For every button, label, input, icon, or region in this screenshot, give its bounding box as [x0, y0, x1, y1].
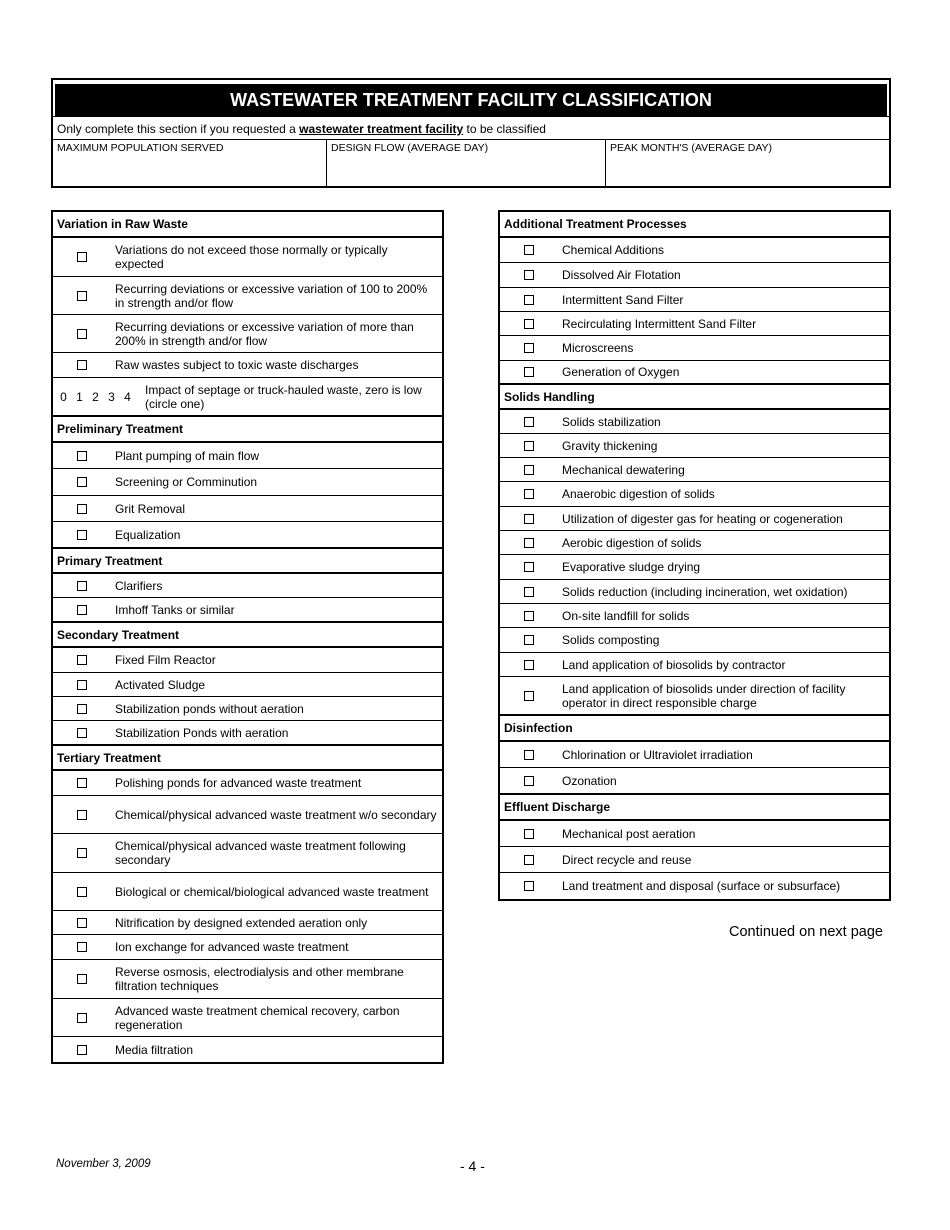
checkbox[interactable]: [500, 691, 558, 701]
list-item[interactable]: [53, 911, 442, 935]
checkbox[interactable]: [500, 660, 558, 670]
checkbox[interactable]: [500, 881, 558, 891]
list-item[interactable]: [500, 458, 889, 482]
list-item[interactable]: [53, 771, 442, 796]
item-label: Land application of biosolids by contractor: [562, 657, 786, 672]
item-label: Recirculating Intermittent Sand Filter: [562, 316, 757, 331]
impact-scale[interactable]: 0 1 2 3 4: [60, 389, 134, 404]
item-label: Impact of septage or truck-hauled waste, zero is low (circle one): [145, 382, 422, 411]
item-label: Reverse osmosis, electrodialysis and other membrane filtration techniques: [115, 965, 404, 993]
list-item[interactable]: [53, 796, 442, 834]
checkbox[interactable]: [53, 360, 111, 370]
item-label: Biological or chemical/biological advanced waste treatment: [115, 884, 429, 899]
section-preliminary: Preliminary Treatment: [53, 417, 442, 443]
list-item[interactable]: [53, 648, 442, 673]
checkbox[interactable]: [500, 776, 558, 786]
checkbox[interactable]: [500, 514, 558, 524]
item-label: Direct recycle and reuse: [562, 852, 692, 867]
list-item[interactable]: [53, 598, 442, 623]
list-item[interactable]: [500, 410, 889, 434]
item-label: Clarifiers: [115, 578, 163, 593]
checkbox[interactable]: [53, 704, 111, 714]
left-column: [51, 210, 444, 1064]
list-item[interactable]: [500, 768, 889, 795]
header-fields: [53, 140, 889, 186]
checkbox[interactable]: [500, 319, 558, 329]
list-item[interactable]: [500, 531, 889, 555]
right-column: [498, 210, 891, 901]
checkbox[interactable]: [500, 611, 558, 621]
form-title: WASTEWATER TREATMENT FACILITY CLASSIFICATION: [55, 84, 887, 116]
list-item[interactable]: [53, 697, 442, 721]
list-item[interactable]: [53, 496, 442, 522]
list-item[interactable]: [53, 935, 442, 960]
checkbox[interactable]: [53, 680, 111, 690]
note-suffix: to be classified: [463, 122, 546, 136]
list-item[interactable]: [500, 434, 889, 458]
item-label: Grit Removal: [115, 501, 186, 516]
checkbox[interactable]: [53, 291, 111, 301]
item-label: Plant pumping of main flow: [115, 448, 260, 463]
list-item[interactable]: [500, 628, 889, 653]
item-label: Stabilization Ponds with aeration: [115, 725, 289, 740]
item-label: Microscreens: [562, 341, 634, 355]
checkbox[interactable]: [500, 829, 558, 839]
list-item[interactable]: [53, 469, 442, 496]
checkbox[interactable]: [53, 477, 111, 487]
list-item[interactable]: [500, 821, 889, 847]
section-secondary: Secondary Treatment: [53, 623, 442, 648]
item-label: Raw wastes subject to toxic waste discharges: [115, 358, 359, 372]
item-label: Solids composting: [562, 633, 660, 647]
item-label: On-site landfill for solids: [562, 608, 690, 623]
item-label: Media filtration: [115, 1042, 194, 1057]
list-item[interactable]: [500, 847, 889, 873]
checkbox[interactable]: [53, 605, 111, 615]
checkbox[interactable]: [53, 504, 111, 514]
checkbox[interactable]: [53, 810, 111, 820]
list-item[interactable]: [53, 1037, 442, 1062]
item-label: Fixed Film Reactor: [115, 653, 216, 667]
item-label: Polishing ponds for advanced waste treatment: [115, 776, 362, 790]
section-effluent: Effluent Discharge: [500, 795, 889, 821]
item-label: Utilization of digester gas for heating or cogeneration: [562, 511, 843, 526]
checkbox[interactable]: [500, 245, 558, 255]
item-label: Land application of biosolids under direction of facility operator in direct responsible charge: [562, 681, 846, 710]
section-primary: Primary Treatment: [53, 549, 442, 574]
section-disinfection: Disinfection: [500, 716, 889, 742]
list-item[interactable]: [500, 580, 889, 604]
list-item[interactable]: [500, 677, 889, 716]
continued-note: Continued on next page: [729, 924, 883, 940]
checkbox[interactable]: [500, 441, 558, 451]
item-label: Land treatment and disposal (surface or subsurface): [562, 879, 841, 893]
checkbox[interactable]: [53, 848, 111, 858]
list-item[interactable]: [53, 443, 442, 469]
item-label: Solids stabilization: [562, 414, 661, 429]
checkbox[interactable]: [53, 778, 111, 788]
item-label: Advanced waste treatment chemical recovery, carbon regeneration: [115, 1003, 400, 1032]
checkbox[interactable]: [500, 635, 558, 645]
list-item[interactable]: [53, 673, 442, 697]
list-item[interactable]: [500, 653, 889, 677]
footer-date: November 3, 2009: [56, 1158, 151, 1170]
checkbox[interactable]: [53, 942, 111, 952]
item-label: Chemical/physical advanced waste treatment w/o secondary: [115, 807, 437, 822]
item-label: Generation of Oxygen: [562, 365, 680, 379]
list-item[interactable]: [500, 507, 889, 531]
item-label: Mechanical post aeration: [562, 826, 696, 841]
note-emphasis: wastewater treatment facility: [299, 122, 464, 136]
checkbox[interactable]: [53, 974, 111, 984]
item-label: Chemical/physical advanced waste treatment following secondary: [115, 839, 406, 867]
checkbox[interactable]: [500, 750, 558, 760]
checkbox[interactable]: [53, 1045, 111, 1055]
checkbox[interactable]: [53, 728, 111, 738]
septage-impact-row[interactable]: [53, 378, 442, 417]
checkbox[interactable]: [53, 451, 111, 461]
checkbox[interactable]: [53, 918, 111, 928]
checkbox[interactable]: [53, 655, 111, 665]
checkbox[interactable]: [500, 587, 558, 597]
section-solids: Solids Handling: [500, 385, 889, 410]
item-label: Aerobic digestion of solids: [562, 535, 702, 550]
item-label: Dissolved Air Flotation: [562, 268, 681, 282]
item-label: Variations do not exceed those normally or typically expected: [115, 243, 388, 271]
section-additional: Additional Treatment Processes: [500, 212, 889, 238]
list-item[interactable]: [500, 604, 889, 628]
list-item[interactable]: [53, 999, 442, 1037]
item-label: Activated Sludge: [115, 677, 206, 692]
list-item[interactable]: [53, 574, 442, 598]
item-label: Recurring deviations or excessive variation of more than 200% in strength and/or flow: [115, 319, 414, 348]
item-label: Imhoff Tanks or similar: [115, 602, 235, 617]
checkbox[interactable]: [500, 562, 558, 572]
classification-header: [51, 78, 891, 188]
list-item[interactable]: [500, 555, 889, 580]
item-label: Evaporative sludge drying: [562, 560, 701, 574]
page-number: - 4 -: [460, 1158, 485, 1174]
note-prefix: Only complete this section if you requested a: [57, 122, 300, 136]
item-label: Nitrification by designed extended aeration only: [115, 915, 368, 930]
list-item[interactable]: [53, 960, 442, 999]
list-item[interactable]: [500, 312, 889, 336]
checkbox[interactable]: [53, 252, 111, 262]
list-item[interactable]: [500, 873, 889, 899]
instruction-note: [53, 116, 889, 140]
list-item[interactable]: [53, 277, 442, 315]
design-flow-field[interactable]: DESIGN FLOW (AVERAGE DAY): [327, 140, 606, 186]
list-item[interactable]: [500, 482, 889, 507]
checkbox[interactable]: [500, 465, 558, 475]
checkbox[interactable]: [500, 489, 558, 499]
list-item[interactable]: [53, 522, 442, 549]
checkbox[interactable]: [500, 367, 558, 377]
checkbox[interactable]: [500, 417, 558, 427]
list-item[interactable]: [500, 263, 889, 288]
item-label: Ion exchange for advanced waste treatment: [115, 940, 349, 954]
item-label: Equalization: [115, 527, 181, 542]
checkbox[interactable]: [53, 329, 111, 339]
checkbox[interactable]: [53, 581, 111, 591]
list-item[interactable]: [500, 361, 889, 385]
checkbox[interactable]: [53, 530, 111, 540]
checkbox[interactable]: [500, 538, 558, 548]
item-label: Screening or Comminution: [115, 475, 258, 489]
item-label: Ozonation: [562, 773, 617, 788]
item-label: Solids reduction (including incineration, wet oxidation): [562, 584, 848, 599]
list-item[interactable]: [500, 238, 889, 263]
item-label: Stabilization ponds without aeration: [115, 701, 304, 716]
checkbox[interactable]: [500, 343, 558, 353]
item-label: Mechanical dewatering: [562, 462, 685, 477]
item-label: Anaerobic digestion of solids: [562, 487, 715, 501]
item-label: Gravity thickening: [562, 438, 658, 453]
item-label: Intermittent Sand Filter: [562, 292, 684, 307]
section-tertiary: Tertiary Treatment: [53, 746, 442, 771]
item-label: Chemical Additions: [562, 243, 665, 257]
checkbox[interactable]: [53, 887, 111, 897]
item-label: Recurring deviations or excessive variation of 100 to 200% in strength and/or flow: [115, 281, 428, 310]
list-item[interactable]: [53, 353, 442, 378]
list-item[interactable]: [53, 315, 442, 353]
list-item[interactable]: [53, 721, 442, 746]
list-item[interactable]: [53, 834, 442, 873]
list-item[interactable]: [53, 873, 442, 911]
checkbox[interactable]: [500, 270, 558, 280]
list-item[interactable]: [500, 336, 889, 361]
list-item[interactable]: [500, 288, 889, 312]
section-raw-waste: Variation in Raw Waste: [53, 212, 442, 238]
peak-month-field[interactable]: PEAK MONTH'S (AVERAGE DAY): [610, 142, 773, 154]
list-item[interactable]: [53, 238, 442, 277]
max-population-field[interactable]: MAXIMUM POPULATION SERVED: [53, 140, 327, 186]
checkbox[interactable]: [500, 855, 558, 865]
list-item[interactable]: [500, 742, 889, 768]
checkbox[interactable]: [53, 1013, 111, 1023]
checkbox[interactable]: [500, 295, 558, 305]
item-label: Chlorination or Ultraviolet irradiation: [562, 747, 753, 762]
